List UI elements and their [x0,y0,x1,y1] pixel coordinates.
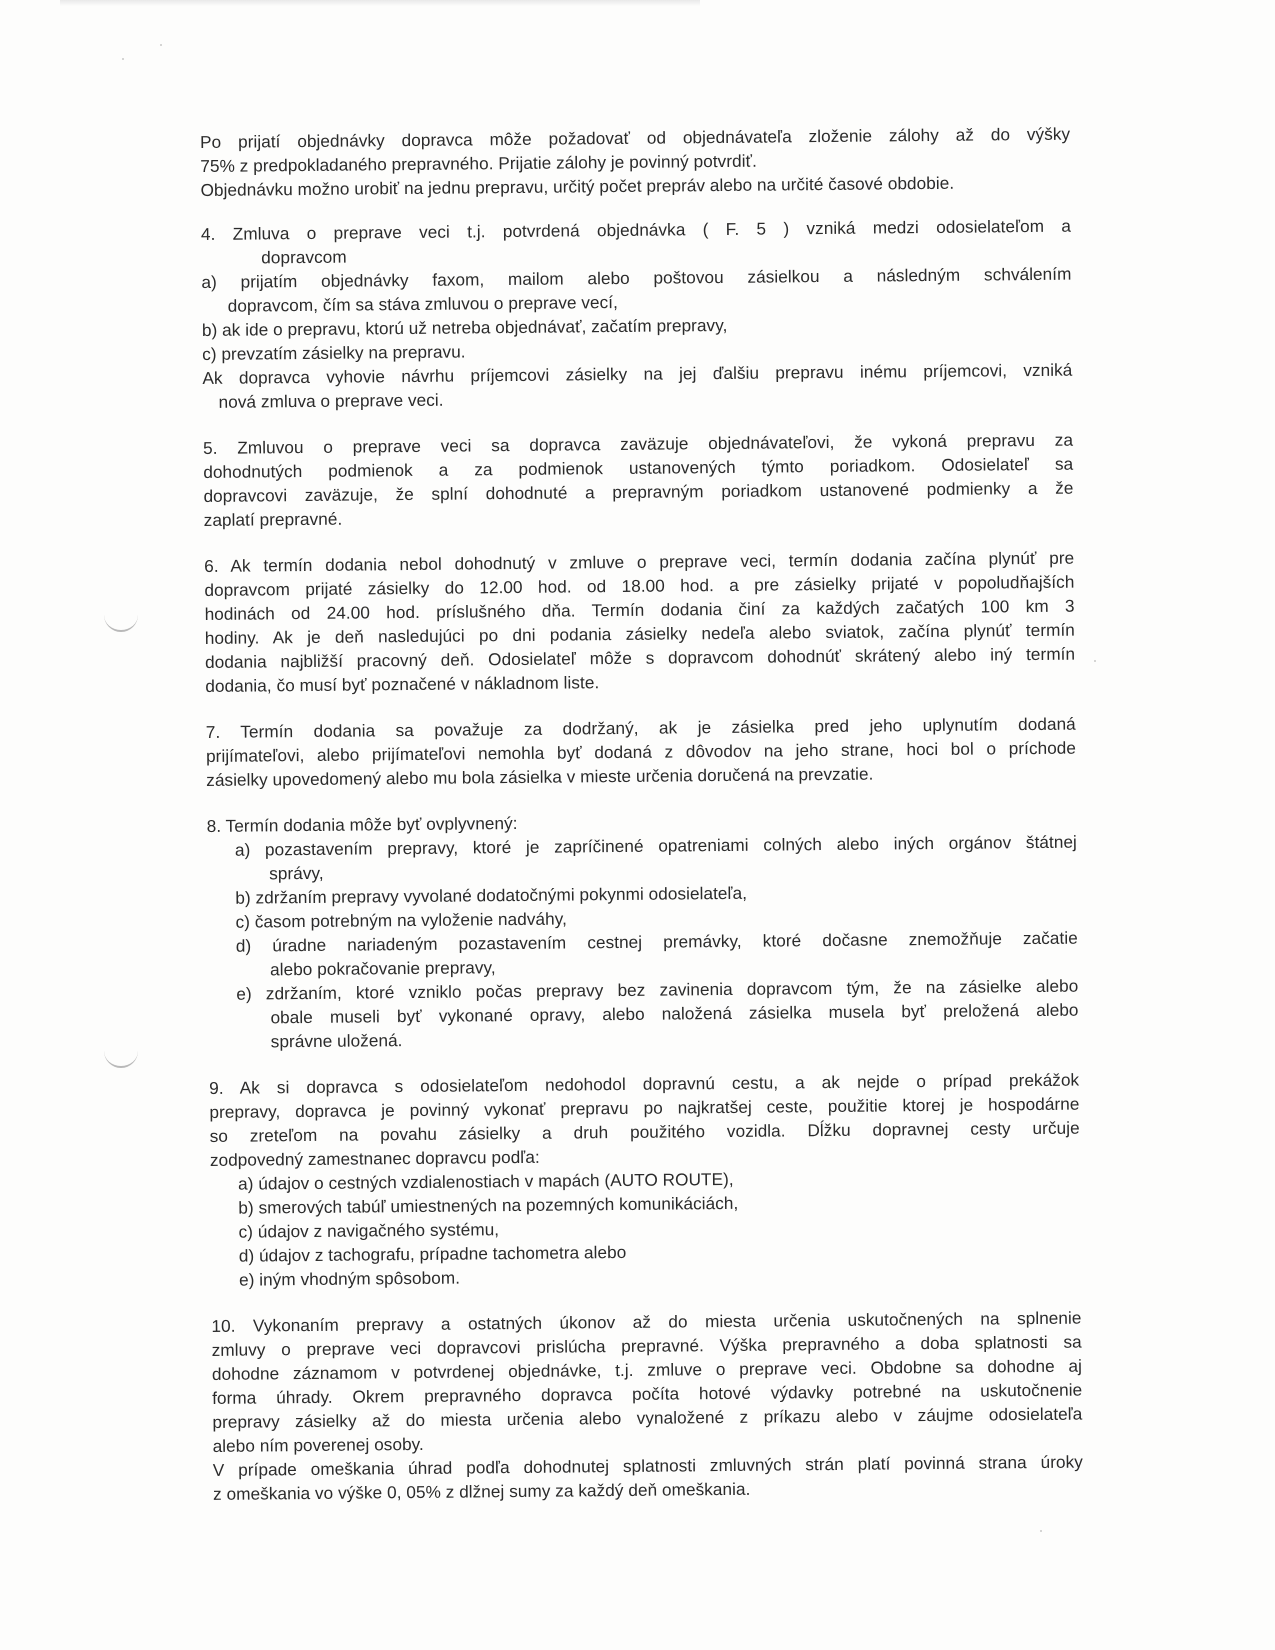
section-7 [206,712,1077,792]
text-line: hodinách od 24.00 hod. príslušného dňa. Termín dodania činí za každých začatých 100 km 3 [204,595,1075,624]
scan-speck [122,58,124,60]
punch-hole-mark [104,1050,138,1068]
document-body [200,122,1083,1528]
text-line: 75% z predpokladaného prepravného. Prijatie zálohy je povinný potvrdiť. [200,150,757,176]
text-line: alebo pokračovanie prepravy, [269,957,496,980]
text-line: dopravcom, čím sa stáva zmluvou o preprave vecí, [227,291,619,316]
text-line: zásielky upovedomený alebo mu bola zásielka v mieste určenia doručená na prevzatie. [206,763,874,790]
text-line: dopravcovi zaväzuje, že splní dohodnuté a prepravným poriadkom ustanovené podmienky a že [203,477,1074,506]
text-line: 5. Zmluvou o preprave veci sa dopravca zaväzuje objednávateľovi, že vykoná prepravu za [202,429,1074,458]
text-line: alebo ním poverenej osoby. [212,1433,424,1456]
text-line: forma úhrady. Okrem prepravného dopravca počíta hotové výdavky potrebné na uskutočnenie [212,1379,1083,1408]
text-line: dohodne záznamom v potvrdenej objednávke, t.j. zmluve o preprave veci. Obdobne sa dohodne aj [211,1355,1082,1384]
text-line: 4. Zmluva o preprave veci t.j. potvrdená objednávka ( F. 5 ) vzniká medzi odosielateľom a [200,215,1072,244]
section-10 [211,1306,1083,1506]
list-item: e) iným vhodným spôsobom. [238,1267,461,1290]
text-line: dodania najbližší pracovný deň. Odosielateľ môže s dopravcom dohodnúť skrátený alebo iný termín [205,643,1076,672]
list-item: b) zdržaním prepravy vyvolané dodatočnými pokynmi odosielateľa, [235,882,748,908]
text-line: prepravy zásielky až do miesta určenia alebo vynaložené z príkazu alebo v záujme odosielateľa [212,1403,1083,1432]
list-item: b) smerových tabúľ umiestnených na pozemných komunikáciách, [238,1192,739,1218]
text-line: 10. Vykonaním prepravy a ostatných úkonov až do miesta určenia uskutočnených na splnenie [211,1307,1082,1336]
text-line: 8. Termín dodania môže byť ovplyvnený: [206,812,518,836]
text-line: z omeškania vo výške 0, 05% z dlžnej sumy za každý deň omeškania. [212,1478,751,1504]
list-item: c) časom potrebným na vyloženie nadváhy, [235,908,567,932]
text-line: obale museli byť vykonané opravy, alebo naložená zásielka musela byť preložená alebo [270,999,1079,1028]
list-item: d) úradne nariadeným pozastavením cestnej premávky, ktoré dočasne znemožňuje začatie [235,927,1078,956]
section-6 [204,546,1075,698]
text-line: správne uložená. [270,1030,403,1052]
section-4 [201,214,1073,414]
text-line: 9. Ak si dopravca s odosielateľom nedohodol dopravnú cestu, a ak nejde o prípad prekážok [209,1069,1080,1098]
list-item: d) údajov z tachografu, prípadne tachometra alebo [238,1241,627,1266]
text-line: V prípade omeškania úhrad podľa dohodnutej splatnosti zmluvných strán platí povinná strana úroky [212,1451,1083,1480]
text-line: nová zmluva o preprave veci. [218,389,444,412]
list-item: e) zdržaním, ktoré vzniklo počas prepravy bez zavinenia dopravcom tým, že na zásielke alebo [236,975,1079,1004]
text-line: zmluvy o preprave veci dopravcovi prislúcha prepravné. Výška prepravného a doba splatnosti sa [211,1331,1082,1360]
section-5 [203,428,1074,532]
list-item: c) údajov z navigačného systému, [238,1219,500,1242]
text-line: zaplatí prepravné. [203,508,343,530]
list-item: c) prevzatím zásielky na prepravu. [202,341,466,364]
text-line: prepravy, dopravca je povinný vykonať prepravu po najkratšej ceste, použitie ktorej je hospodárne [209,1093,1080,1122]
text-line: so zreteľom na povahu zásielky a druh použitého vozidla. Dĺžku dopravnej cesty určuje [209,1117,1080,1146]
scan-speck [1094,660,1096,662]
text-line: dodania, čo musí byť poznačené v nákladnom liste. [205,672,600,696]
text-line: dopravcom prijaté zásielky do 12.00 hod. od 18.00 hod. a pre zásielky prijaté v popoludňajších [204,571,1075,600]
intro-paragraph [200,122,1071,202]
scan-speck [1040,1530,1042,1532]
punch-hole-mark [104,614,138,632]
text-line: Po prijatí objednávky dopravca môže požadovať od objednávateľa zloženie zálohy až do výšky [200,123,1071,152]
text-line: Objednávku možno urobiť na jednu prepravu, určitý počet prepráv alebo na určité časové obdobie. [200,172,955,200]
text-line: správy, [269,862,324,884]
list-item: a) údajov o cestných vzdialenostiach v mapách (AUTO ROUTE), [238,1168,734,1194]
list-item: b) ak ide o prepravu, ktorú už netreba objednávať, začatím prepravy, [201,314,728,340]
text-line: 7. Termín dodania sa považuje za dodržaný, ak je zásielka pred jeho uplynutím dodaná [205,713,1076,742]
section-8 [207,806,1079,1054]
list-item: a) prijatím objednávky faxom, mailom alebo poštovou zásielkou a následným schválením [201,263,1072,292]
scan-edge-shadow [60,0,700,6]
text-line: dohodnutých podmienok a za podmienok ustanovených týmto poriadkom. Odosielateľ sa [203,453,1074,482]
text-line: 6. Ak termín dodania nebol dohodnutý v zmluve o preprave veci, termín dodania začína plynúť pre [204,547,1075,576]
scan-speck [160,44,162,46]
text-line: zodpovedný zamestnanec dopravcu podľa: [209,1146,540,1170]
section-9 [209,1068,1081,1292]
text-line: dopravcom [261,246,347,268]
text-line: Ak dopravca vyhovie návrhu príjemcovi zásielky na jej ďalšiu prepravu inému príjemcovi, vzniká [202,359,1073,388]
list-item: a) pozastavením prepravy, ktoré je zapríčinené opatreniami colných alebo iných orgánov štátnej [234,831,1077,860]
text-line: prijímateľovi, alebo prijímateľovi nemohla byť dodaná z dôvodov na jeho strane, hoci bol o príchode [205,737,1077,766]
text-line: hodiny. Ak je deň nasledujúci po dni podania zásielky nedeľa alebo sviatok, začína plynúť termín [204,619,1075,648]
